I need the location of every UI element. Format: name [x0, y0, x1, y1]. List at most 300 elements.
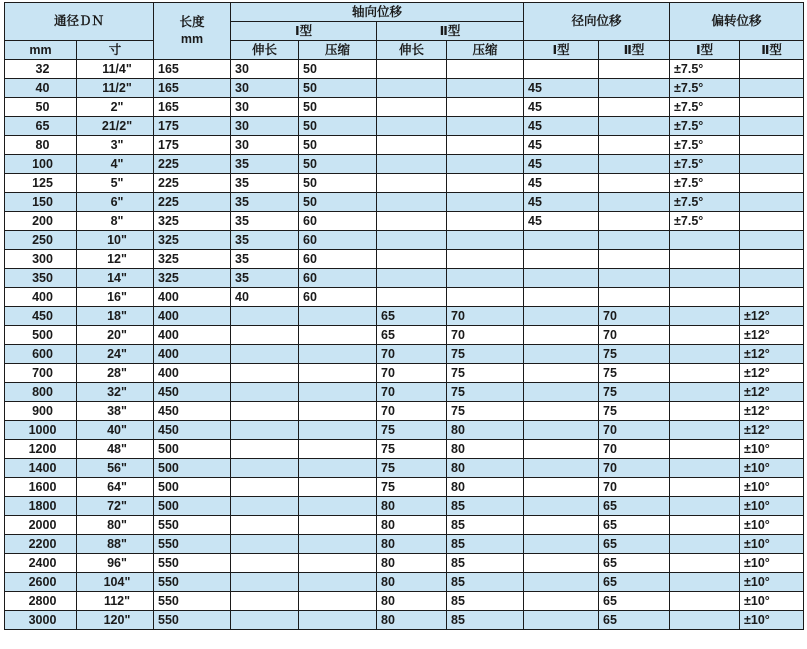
cell-axial-type2-extend: [377, 155, 447, 174]
cell-deflect-type1: ±7.5°: [670, 117, 740, 136]
cell-inch: 3": [77, 136, 154, 155]
cell-axial-type2-compress: [447, 155, 524, 174]
cell-axial-type1-extend: 35: [231, 269, 299, 288]
cell-radial-type1: [524, 250, 599, 269]
header-length: [154, 3, 231, 60]
cell-inch: 64": [77, 478, 154, 497]
cell-axial-type2-extend: 80: [377, 516, 447, 535]
cell-axial-type2-compress: 75: [447, 345, 524, 364]
cell-radial-type2: 75: [599, 345, 670, 364]
header-axial: 轴向位移: [231, 3, 524, 22]
cell-axial-type1-extend: 30: [231, 98, 299, 117]
cell-axial-type1-extend: 35: [231, 250, 299, 269]
header-a1-compress: 压缩: [299, 41, 377, 60]
table-row: [5, 60, 804, 79]
cell-length: 550: [154, 573, 231, 592]
table-row: [5, 497, 804, 516]
cell-length: 325: [154, 212, 231, 231]
cell-mm: 200: [5, 212, 77, 231]
cell-length: 500: [154, 478, 231, 497]
cell-radial-type1: 45: [524, 174, 599, 193]
cell-axial-type1-extend: 35: [231, 231, 299, 250]
cell-deflect-type1: [670, 611, 740, 630]
cell-axial-type1-compress: [299, 478, 377, 497]
table-row: [5, 98, 804, 117]
table-row: [5, 79, 804, 98]
cell-axial-type2-compress: 85: [447, 554, 524, 573]
cell-deflect-type2: [740, 288, 804, 307]
header-length-label: 长度: [179, 15, 205, 29]
cell-axial-type2-compress: 70: [447, 307, 524, 326]
table-body: [5, 60, 804, 630]
cell-axial-type1-extend: 30: [231, 136, 299, 155]
cell-axial-type2-compress: [447, 193, 524, 212]
cell-axial-type1-compress: [299, 383, 377, 402]
header-row-3: [5, 41, 804, 60]
cell-deflect-type1: ±7.5°: [670, 212, 740, 231]
cell-axial-type1-compress: [299, 497, 377, 516]
header-mm: mm: [5, 41, 77, 60]
cell-deflect-type2: ±12°: [740, 345, 804, 364]
cell-deflect-type1: [670, 402, 740, 421]
header-axial-type2: Ⅱ型: [377, 22, 524, 41]
cell-deflect-type1: [670, 421, 740, 440]
cell-radial-type1: [524, 269, 599, 288]
cell-length: 165: [154, 60, 231, 79]
cell-radial-type2: 70: [599, 326, 670, 345]
cell-radial-type2: 70: [599, 421, 670, 440]
cell-axial-type1-extend: [231, 402, 299, 421]
cell-radial-type2: 65: [599, 573, 670, 592]
table-row: [5, 554, 804, 573]
cell-radial-type2: 70: [599, 440, 670, 459]
cell-radial-type1: [524, 497, 599, 516]
cell-inch: 38": [77, 402, 154, 421]
cell-deflect-type1: ±7.5°: [670, 193, 740, 212]
cell-deflect-type2: [740, 212, 804, 231]
cell-axial-type1-compress: [299, 402, 377, 421]
cell-axial-type2-compress: [447, 136, 524, 155]
cell-length: 225: [154, 155, 231, 174]
cell-inch: 5": [77, 174, 154, 193]
cell-axial-type1-extend: [231, 611, 299, 630]
cell-length: 450: [154, 383, 231, 402]
cell-inch: 6": [77, 193, 154, 212]
cell-axial-type2-extend: 65: [377, 326, 447, 345]
cell-axial-type2-extend: [377, 212, 447, 231]
cell-axial-type2-compress: 85: [447, 516, 524, 535]
cell-axial-type2-compress: [447, 250, 524, 269]
cell-length: 550: [154, 592, 231, 611]
cell-axial-type2-extend: 80: [377, 554, 447, 573]
cell-deflect-type1: [670, 554, 740, 573]
cell-deflect-type1: [670, 573, 740, 592]
table-row: [5, 136, 804, 155]
cell-radial-type2: 65: [599, 535, 670, 554]
cell-mm: 600: [5, 345, 77, 364]
cell-deflect-type1: [670, 345, 740, 364]
header-deflect-type1: Ⅰ型: [670, 41, 740, 60]
cell-length: 225: [154, 174, 231, 193]
cell-radial-type2: [599, 79, 670, 98]
cell-deflect-type2: [740, 193, 804, 212]
table-row: [5, 573, 804, 592]
cell-deflect-type1: ±7.5°: [670, 136, 740, 155]
cell-mm: 40: [5, 79, 77, 98]
table-row: [5, 288, 804, 307]
cell-axial-type2-compress: [447, 288, 524, 307]
cell-axial-type2-compress: 75: [447, 402, 524, 421]
cell-axial-type1-compress: 50: [299, 174, 377, 193]
cell-axial-type2-extend: [377, 60, 447, 79]
cell-radial-type1: 45: [524, 117, 599, 136]
cell-axial-type2-compress: 70: [447, 326, 524, 345]
table-row: [5, 592, 804, 611]
cell-inch: 21/2": [77, 117, 154, 136]
cell-axial-type2-extend: 80: [377, 611, 447, 630]
cell-axial-type2-compress: 75: [447, 383, 524, 402]
cell-axial-type1-extend: 35: [231, 174, 299, 193]
cell-axial-type1-extend: [231, 364, 299, 383]
table-row: [5, 117, 804, 136]
cell-axial-type1-extend: [231, 573, 299, 592]
cell-radial-type1: [524, 421, 599, 440]
table-row: [5, 383, 804, 402]
cell-inch: 32": [77, 383, 154, 402]
cell-deflect-type1: [670, 383, 740, 402]
cell-radial-type2: [599, 117, 670, 136]
cell-length: 165: [154, 98, 231, 117]
table-row: [5, 440, 804, 459]
cell-deflect-type2: ±10°: [740, 535, 804, 554]
cell-axial-type1-extend: [231, 307, 299, 326]
cell-radial-type2: 70: [599, 459, 670, 478]
cell-axial-type1-extend: [231, 554, 299, 573]
cell-length: 550: [154, 516, 231, 535]
cell-axial-type1-compress: [299, 421, 377, 440]
cell-inch: 11/4": [77, 60, 154, 79]
cell-mm: 1600: [5, 478, 77, 497]
header-row-1: [5, 3, 804, 22]
cell-length: 165: [154, 79, 231, 98]
cell-axial-type1-extend: [231, 535, 299, 554]
cell-axial-type2-extend: 75: [377, 421, 447, 440]
cell-length: 175: [154, 136, 231, 155]
cell-length: 400: [154, 345, 231, 364]
cell-inch: 48": [77, 440, 154, 459]
cell-length: 400: [154, 326, 231, 345]
cell-radial-type1: [524, 573, 599, 592]
cell-radial-type2: [599, 269, 670, 288]
cell-radial-type1: [524, 516, 599, 535]
header-a2-extend: 伸长: [377, 41, 447, 60]
cell-axial-type1-extend: [231, 478, 299, 497]
cell-radial-type2: 75: [599, 402, 670, 421]
cell-radial-type1: 45: [524, 98, 599, 117]
cell-radial-type2: 65: [599, 592, 670, 611]
cell-axial-type1-extend: 30: [231, 79, 299, 98]
cell-inch: 18": [77, 307, 154, 326]
header-length-unit: mm: [180, 32, 204, 46]
cell-deflect-type2: [740, 136, 804, 155]
cell-inch: 14": [77, 269, 154, 288]
cell-axial-type1-compress: [299, 440, 377, 459]
cell-deflect-type1: [670, 440, 740, 459]
cell-deflect-type2: ±12°: [740, 307, 804, 326]
cell-axial-type1-compress: 50: [299, 155, 377, 174]
cell-axial-type2-compress: 80: [447, 421, 524, 440]
cell-axial-type1-compress: 50: [299, 136, 377, 155]
cell-radial-type2: 65: [599, 497, 670, 516]
cell-mm: 2200: [5, 535, 77, 554]
cell-radial-type1: 45: [524, 155, 599, 174]
cell-axial-type1-extend: 30: [231, 60, 299, 79]
cell-length: 550: [154, 554, 231, 573]
cell-axial-type1-extend: 35: [231, 193, 299, 212]
cell-radial-type1: 45: [524, 79, 599, 98]
table-row: [5, 345, 804, 364]
cell-radial-type2: 65: [599, 611, 670, 630]
cell-deflect-type2: [740, 98, 804, 117]
cell-axial-type1-compress: 60: [299, 288, 377, 307]
cell-mm: 80: [5, 136, 77, 155]
cell-deflect-type2: [740, 174, 804, 193]
cell-length: 175: [154, 117, 231, 136]
cell-radial-type1: [524, 459, 599, 478]
cell-axial-type2-extend: 80: [377, 535, 447, 554]
cell-deflect-type2: [740, 79, 804, 98]
cell-axial-type2-extend: 70: [377, 345, 447, 364]
cell-inch: 2": [77, 98, 154, 117]
cell-inch: 8": [77, 212, 154, 231]
cell-deflect-type2: ±10°: [740, 459, 804, 478]
cell-axial-type2-compress: [447, 212, 524, 231]
cell-axial-type1-compress: 50: [299, 193, 377, 212]
cell-axial-type1-extend: [231, 440, 299, 459]
cell-deflect-type2: ±10°: [740, 592, 804, 611]
cell-mm: 50: [5, 98, 77, 117]
cell-axial-type2-extend: [377, 174, 447, 193]
cell-deflect-type2: [740, 117, 804, 136]
cell-mm: 350: [5, 269, 77, 288]
cell-radial-type2: 75: [599, 364, 670, 383]
cell-axial-type1-compress: 50: [299, 117, 377, 136]
cell-radial-type2: [599, 155, 670, 174]
cell-axial-type1-extend: [231, 497, 299, 516]
cell-axial-type1-extend: [231, 421, 299, 440]
cell-axial-type1-compress: [299, 592, 377, 611]
cell-deflect-type2: ±10°: [740, 611, 804, 630]
cell-radial-type1: [524, 611, 599, 630]
cell-inch: 104": [77, 573, 154, 592]
cell-axial-type2-extend: [377, 136, 447, 155]
cell-inch: 96": [77, 554, 154, 573]
cell-mm: 2000: [5, 516, 77, 535]
cell-axial-type2-compress: 80: [447, 459, 524, 478]
cell-length: 500: [154, 459, 231, 478]
cell-axial-type1-compress: 60: [299, 269, 377, 288]
cell-deflect-type2: ±10°: [740, 497, 804, 516]
cell-axial-type2-compress: [447, 174, 524, 193]
cell-axial-type2-extend: [377, 193, 447, 212]
cell-mm: 1000: [5, 421, 77, 440]
cell-inch: 28": [77, 364, 154, 383]
cell-deflect-type1: [670, 516, 740, 535]
cell-axial-type2-compress: 80: [447, 440, 524, 459]
cell-inch: 24": [77, 345, 154, 364]
cell-deflect-type2: ±12°: [740, 383, 804, 402]
cell-axial-type2-extend: [377, 250, 447, 269]
cell-deflect-type2: ±10°: [740, 440, 804, 459]
cell-deflect-type2: ±10°: [740, 516, 804, 535]
cell-mm: 3000: [5, 611, 77, 630]
cell-deflect-type1: [670, 269, 740, 288]
cell-axial-type1-compress: [299, 611, 377, 630]
cell-axial-type1-extend: 30: [231, 117, 299, 136]
table-row: [5, 535, 804, 554]
cell-deflect-type1: ±7.5°: [670, 98, 740, 117]
cell-axial-type1-compress: 50: [299, 79, 377, 98]
cell-deflect-type1: [670, 459, 740, 478]
cell-radial-type2: [599, 60, 670, 79]
cell-axial-type1-compress: 60: [299, 212, 377, 231]
cell-length: 450: [154, 421, 231, 440]
header-inch: 寸: [77, 41, 154, 60]
cell-radial-type2: 65: [599, 516, 670, 535]
cell-axial-type2-compress: [447, 269, 524, 288]
cell-deflect-type2: [740, 155, 804, 174]
cell-length: 400: [154, 307, 231, 326]
cell-mm: 2600: [5, 573, 77, 592]
cell-deflect-type1: [670, 535, 740, 554]
cell-radial-type1: 45: [524, 193, 599, 212]
cell-radial-type1: [524, 307, 599, 326]
cell-axial-type2-compress: 85: [447, 535, 524, 554]
cell-inch: 56": [77, 459, 154, 478]
cell-inch: 80": [77, 516, 154, 535]
table-row: [5, 250, 804, 269]
cell-radial-type1: 45: [524, 136, 599, 155]
cell-inch: 120": [77, 611, 154, 630]
cell-length: 550: [154, 611, 231, 630]
cell-mm: 100: [5, 155, 77, 174]
cell-axial-type2-extend: [377, 269, 447, 288]
table-row: [5, 402, 804, 421]
cell-radial-type1: [524, 326, 599, 345]
cell-mm: 32: [5, 60, 77, 79]
header-dn: 通径ＤＮ: [5, 3, 154, 41]
cell-axial-type1-compress: [299, 573, 377, 592]
cell-inch: 12": [77, 250, 154, 269]
cell-inch: 40": [77, 421, 154, 440]
cell-deflect-type1: ±7.5°: [670, 174, 740, 193]
cell-axial-type2-extend: [377, 98, 447, 117]
cell-length: 225: [154, 193, 231, 212]
cell-radial-type2: [599, 212, 670, 231]
cell-axial-type2-compress: 85: [447, 592, 524, 611]
cell-radial-type2: [599, 193, 670, 212]
cell-axial-type2-compress: 85: [447, 573, 524, 592]
cell-deflect-type1: [670, 592, 740, 611]
cell-deflect-type1: [670, 288, 740, 307]
cell-axial-type2-compress: [447, 117, 524, 136]
table-row: [5, 364, 804, 383]
cell-radial-type1: [524, 231, 599, 250]
cell-axial-type1-compress: [299, 364, 377, 383]
cell-axial-type1-extend: [231, 592, 299, 611]
cell-axial-type1-extend: 40: [231, 288, 299, 307]
cell-radial-type1: [524, 554, 599, 573]
cell-radial-type1: [524, 364, 599, 383]
cell-mm: 1800: [5, 497, 77, 516]
cell-mm: 450: [5, 307, 77, 326]
cell-axial-type2-extend: 70: [377, 402, 447, 421]
cell-radial-type2: [599, 174, 670, 193]
table-row: [5, 269, 804, 288]
table-row: [5, 611, 804, 630]
cell-inch: 88": [77, 535, 154, 554]
header-radial: 径向位移: [524, 3, 670, 41]
header-a1-extend: 伸长: [231, 41, 299, 60]
cell-axial-type2-extend: 75: [377, 478, 447, 497]
table-row: [5, 174, 804, 193]
cell-radial-type1: [524, 440, 599, 459]
cell-mm: 300: [5, 250, 77, 269]
cell-radial-type2: 70: [599, 478, 670, 497]
cell-inch: 20": [77, 326, 154, 345]
cell-length: 325: [154, 231, 231, 250]
cell-mm: 500: [5, 326, 77, 345]
cell-axial-type1-compress: 50: [299, 60, 377, 79]
cell-axial-type2-extend: 80: [377, 573, 447, 592]
table-row: [5, 193, 804, 212]
cell-axial-type1-compress: 60: [299, 231, 377, 250]
cell-axial-type1-compress: [299, 535, 377, 554]
cell-deflect-type1: [670, 231, 740, 250]
cell-mm: 400: [5, 288, 77, 307]
cell-inch: 112": [77, 592, 154, 611]
cell-deflect-type1: [670, 250, 740, 269]
cell-length: 500: [154, 497, 231, 516]
cell-axial-type2-compress: 85: [447, 611, 524, 630]
cell-inch: 72": [77, 497, 154, 516]
table-row: [5, 212, 804, 231]
cell-deflect-type1: [670, 497, 740, 516]
cell-axial-type2-compress: [447, 79, 524, 98]
cell-axial-type1-compress: [299, 326, 377, 345]
cell-length: 550: [154, 535, 231, 554]
cell-axial-type1-extend: 35: [231, 212, 299, 231]
cell-radial-type2: [599, 136, 670, 155]
cell-mm: 1200: [5, 440, 77, 459]
cell-axial-type2-compress: [447, 231, 524, 250]
header-axial-type1: Ⅰ型: [231, 22, 377, 41]
cell-axial-type2-compress: 75: [447, 364, 524, 383]
table-row: [5, 459, 804, 478]
cell-radial-type1: [524, 478, 599, 497]
cell-radial-type1: [524, 535, 599, 554]
header-deflect-type2: Ⅱ型: [740, 41, 804, 60]
cell-inch: 11/2": [77, 79, 154, 98]
header-deflect: 偏转位移: [670, 3, 804, 41]
cell-axial-type1-compress: [299, 307, 377, 326]
cell-deflect-type1: ±7.5°: [670, 60, 740, 79]
cell-axial-type2-compress: 85: [447, 497, 524, 516]
cell-inch: 10": [77, 231, 154, 250]
cell-deflect-type1: [670, 364, 740, 383]
cell-axial-type2-extend: [377, 288, 447, 307]
table-row: [5, 231, 804, 250]
